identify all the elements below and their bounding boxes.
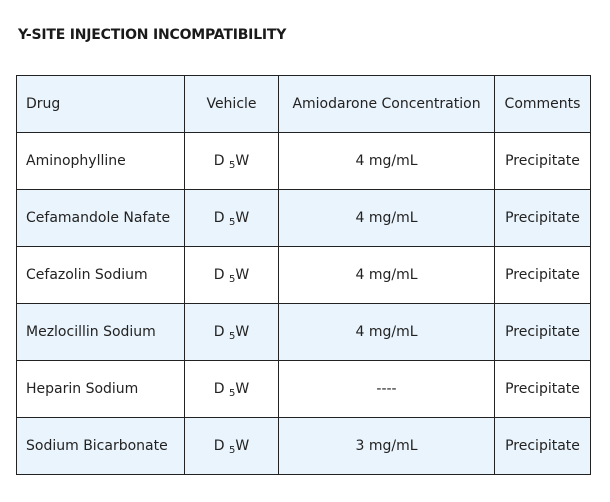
vehicle-cell [185, 190, 279, 247]
vehicle-subscript: 5 [229, 160, 236, 171]
concentration-cell: 4 mg/mL [279, 247, 495, 304]
vehicle-tail: W [235, 381, 250, 397]
vehicle-tail: W [235, 324, 250, 340]
drug-cell: Heparin Sodium [17, 361, 185, 418]
drug-cell: Sodium Bicarbonate [17, 418, 185, 475]
vehicle-base: D [213, 267, 225, 283]
column-header-vehicle: Vehicle [185, 76, 279, 133]
concentration-cell: ---- [279, 361, 495, 418]
comment-cell: Precipitate [495, 304, 591, 361]
table-row [17, 133, 591, 190]
table-row [17, 361, 591, 418]
comment-cell: Precipitate [495, 190, 591, 247]
comment-cell: Precipitate [495, 418, 591, 475]
vehicle-cell [185, 361, 279, 418]
table-row [17, 304, 591, 361]
table-title: Y-SITE INJECTION INCOMPATIBILITY [18, 27, 287, 43]
vehicle-base: D [213, 324, 225, 340]
comment-cell: Precipitate [495, 361, 591, 418]
vehicle-base: D [213, 153, 225, 169]
vehicle-subscript: 5 [229, 331, 236, 342]
comment-cell: Precipitate [495, 133, 591, 190]
vehicle-cell [185, 133, 279, 190]
incompatibility-table [16, 75, 591, 475]
drug-cell: Aminophylline [17, 133, 185, 190]
table-header-row [17, 76, 591, 133]
vehicle-cell [185, 304, 279, 361]
concentration-cell: 3 mg/mL [279, 418, 495, 475]
table-row [17, 418, 591, 475]
vehicle-base: D [213, 210, 225, 226]
concentration-cell: 4 mg/mL [279, 133, 495, 190]
drug-cell: Cefazolin Sodium [17, 247, 185, 304]
vehicle-base: D [213, 438, 225, 454]
vehicle-subscript: 5 [229, 274, 236, 285]
vehicle-tail: W [235, 210, 250, 226]
vehicle-cell [185, 418, 279, 475]
concentration-cell: 4 mg/mL [279, 304, 495, 361]
column-header-drug: Drug [17, 76, 185, 133]
vehicle-cell [185, 247, 279, 304]
drug-cell: Mezlocillin Sodium [17, 304, 185, 361]
vehicle-subscript: 5 [229, 388, 236, 399]
vehicle-tail: W [235, 438, 250, 454]
table-row [17, 247, 591, 304]
drug-cell: Cefamandole Nafate [17, 190, 185, 247]
comment-cell: Precipitate [495, 247, 591, 304]
vehicle-base: D [213, 381, 225, 397]
column-header-concentration: Amiodarone Concentration [279, 76, 495, 133]
concentration-cell: 4 mg/mL [279, 190, 495, 247]
vehicle-tail: W [235, 153, 250, 169]
table-row [17, 190, 591, 247]
vehicle-subscript: 5 [229, 217, 236, 228]
vehicle-tail: W [235, 267, 250, 283]
column-header-comments: Comments [495, 76, 591, 133]
vehicle-subscript: 5 [229, 445, 236, 456]
